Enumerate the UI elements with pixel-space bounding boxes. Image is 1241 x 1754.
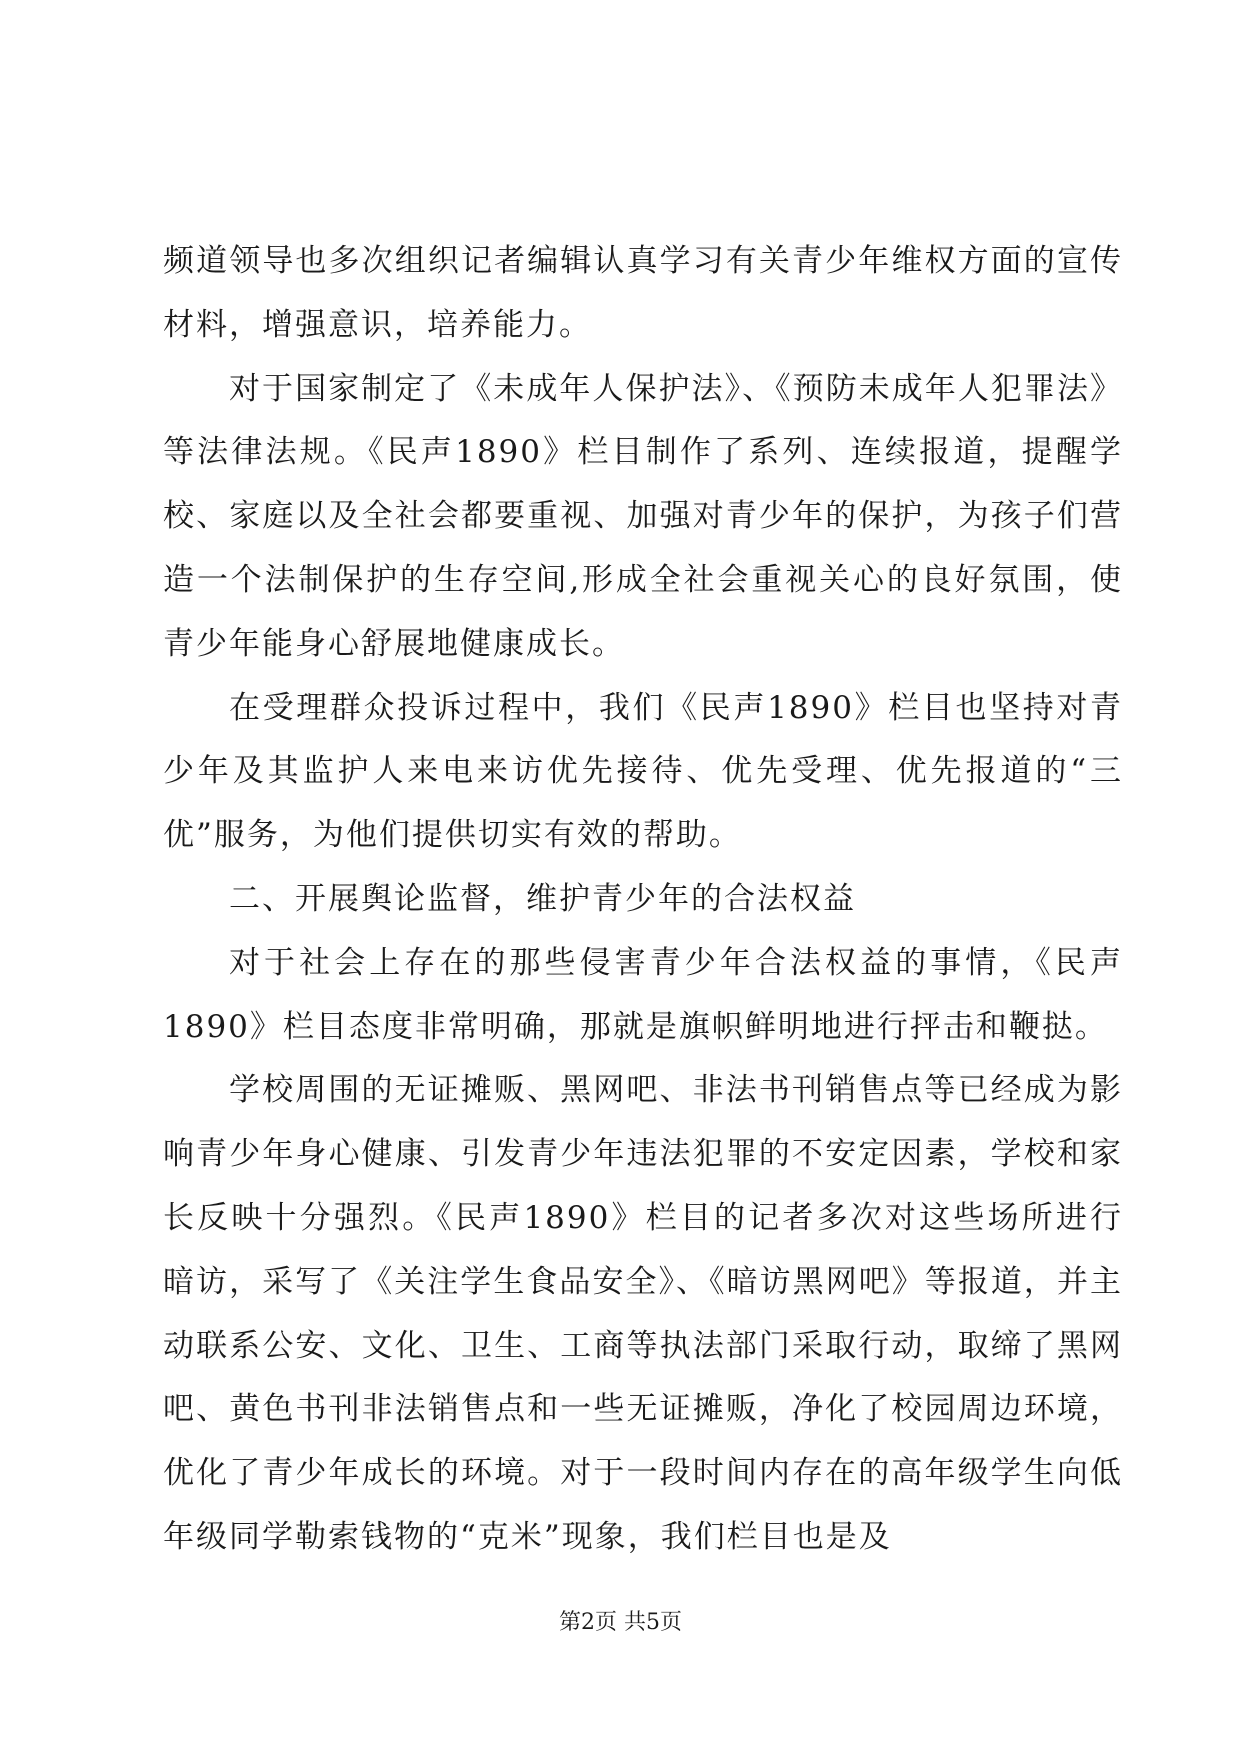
section-heading: 二、开展舆论监督，维护青少年的合法权益 <box>229 880 856 917</box>
paragraph-supervision: 对于社会上存在的那些侵害青少年合法权益的事情，《民声1890》栏目态度非常明确，那就是旗帜鲜明地进行抨击和鞭挞。 <box>163 944 1123 1045</box>
page-footer: 第2页 共5页 <box>559 1610 682 1635</box>
document-body <box>163 230 1123 1570</box>
paragraph-continuation: 频道领导也多次组织记者编辑认真学习有关青少年维权方面的宣传材料，增强意识，培养能力。 <box>163 243 1123 343</box>
paragraph-complaints: 在受理群众投诉过程中，我们《民声1890》栏目也坚持对青少年及其监护人来电来访优先接待、优先受理、优先报道的“三优”服务，为他们提供切实有效的帮助。 <box>163 689 1123 854</box>
paragraph-school-environment: 学校周围的无证摊贩、黑网吧、非法书刊销售点等已经成为影响青少年身心健康、引发青少年违法犯罪的不安定因素，学校和家长反映十分强烈。《民声1890》栏目的记者多次对这些场所进行暗访，采写了《关注学生食品安全》、《暗访黑网吧》等报道，并主动联系公安、文化、卫生、工商等执法部门采取行动，取缔了黑网吧、黄色书刊非法销售点和一些无证摊贩，净化了校园周边环境，优化了青少年成长的环境。对于一段时间内存在的高年级学生向低年级同学勒索钱物的“克米”现象，我们栏目也是及 <box>163 1072 1123 1555</box>
paragraph-laws: 对于国家制定了《未成年人保护法》、《预防未成年人犯罪法》等法律法规。《民声1890》栏目制作了系列、连续报道，提醒学校、家庭以及全社会都要重视、加强对青少年的保护，为孩子们营造一个法制保护的生存空间,形成全社会重视关心的良好氛围，使青少年能身心舒展地健康成长。 <box>163 370 1123 662</box>
